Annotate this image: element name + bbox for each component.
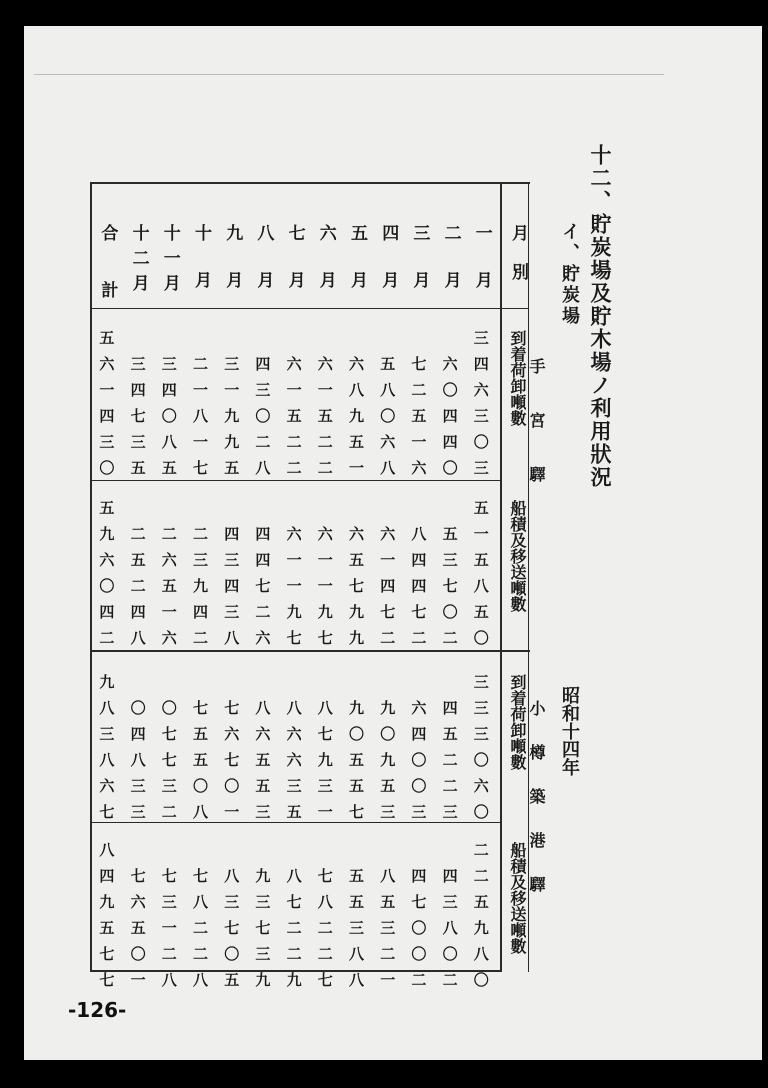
table-cell: 四三四三八	[222, 526, 241, 656]
table-cell: 八六五五三	[253, 700, 272, 830]
col-header-arrival-1: 到着荷卸噸數	[508, 330, 527, 426]
table-cell: 三三三〇六〇	[471, 674, 490, 830]
table-cell: 二二五九八〇	[471, 842, 490, 998]
top-rule	[34, 74, 664, 75]
month-label: 八月	[253, 224, 274, 318]
table-cell: 九〇五五七	[347, 700, 365, 830]
month-label: 九月	[222, 224, 243, 318]
col-header-shipping-2: 船積及移送噸數	[508, 842, 527, 954]
table-cell: 四五二二三	[440, 700, 459, 830]
month-label: 十月	[191, 224, 211, 318]
table-cell: 八七九三一	[315, 700, 334, 830]
table-cell: 四三〇二八	[253, 356, 272, 486]
document-page	[24, 26, 762, 1060]
table-cell: 四三八〇二	[440, 868, 459, 998]
table-cell: 八六六三五	[284, 700, 303, 830]
table-cell: 五六一四三〇	[97, 330, 116, 486]
table-cell: 六一一九七	[315, 526, 334, 656]
year-label: 昭和十四年	[559, 686, 580, 776]
month-label: 五月	[347, 224, 367, 318]
table-cell: 八七二二九	[284, 868, 303, 998]
table-cell: 九〇九五三	[378, 700, 397, 830]
table-cell: 八四四七二	[409, 526, 428, 656]
table-cell: 六一四七二	[378, 526, 397, 656]
month-label: 合計	[97, 224, 118, 338]
table-cell: 二六五一六	[159, 526, 178, 656]
table-cell: 三四七三五	[128, 356, 147, 486]
section-title: 十二、貯炭場及貯木場ノ利用狀況	[588, 144, 613, 489]
table-cell: 六一五二二	[284, 356, 303, 486]
table-cell: 六〇四四〇	[440, 356, 459, 486]
month-header: 月別	[508, 224, 528, 302]
port-name-otaru-chikko: 小樽築港驛	[527, 700, 546, 920]
table-top-border	[90, 182, 530, 184]
table-cell: 五八〇六八	[378, 356, 397, 486]
table-cell: 〇四八三三	[128, 700, 147, 830]
table-cell: 五三七〇二	[440, 526, 459, 656]
table-cell: 九八三八六七	[97, 674, 116, 830]
table-cell: 八三七〇五	[222, 868, 241, 998]
month-column-divider	[500, 182, 502, 972]
band-rule-2	[90, 650, 530, 652]
table-cell: 七三一二八	[159, 868, 178, 998]
month-label: 十二月	[128, 224, 149, 299]
table-cell: 七六七〇一	[222, 700, 241, 830]
table-cell: 三四六三〇三	[471, 330, 490, 486]
table-cell: 二一八一七	[191, 356, 209, 486]
month-label: 七月	[284, 224, 305, 318]
table-cell: 二三九四二	[191, 526, 209, 656]
table-cell: 六五七九九	[347, 526, 365, 656]
table-cell: 七二五一六	[409, 356, 428, 486]
month-label: 二月	[440, 224, 461, 318]
table-cell: 五九六〇四二	[97, 500, 116, 656]
header-rule	[90, 308, 528, 309]
table-cell: 三四〇八五	[159, 356, 178, 486]
table-cell: 五一五八五〇	[471, 500, 490, 656]
table-cell: 三一九九五	[222, 356, 241, 486]
table-cell: 四七〇〇二	[409, 868, 428, 998]
table-cell: 六一一九七	[284, 526, 303, 656]
month-label: 一月	[471, 224, 492, 318]
table-cell: 二五二四八	[128, 526, 147, 656]
subsection-title: イ、貯炭場	[559, 222, 580, 327]
table-cell: 八五三二一	[378, 868, 397, 998]
table-cell: 八四九五七七	[97, 842, 116, 998]
col-header-arrival-2: 到着荷卸噸數	[508, 674, 527, 770]
table-cell: 七五五〇八	[191, 700, 209, 830]
month-label: 六月	[315, 224, 336, 318]
table-cell: 六一五二二	[315, 356, 334, 486]
col-header-shipping-1: 船積及移送噸數	[508, 500, 527, 612]
table-cell: 七八二二七	[315, 868, 334, 998]
table-cell: 七六五〇一	[128, 868, 147, 998]
table-cell: 〇七七三二	[159, 700, 178, 830]
table-cell: 六八九五一	[347, 356, 365, 486]
statistics-table	[90, 182, 546, 998]
table-cell: 四四七二六	[253, 526, 272, 656]
table-left-border	[90, 182, 92, 972]
table-cell: 七八二二八	[191, 868, 209, 998]
page-number: -126-	[68, 998, 127, 1022]
month-label: 十一月	[159, 224, 180, 299]
month-label: 四月	[378, 224, 399, 318]
table-cell: 九三七三九	[253, 868, 272, 998]
month-label: 三月	[409, 224, 430, 318]
table-cell: 五五三八八	[347, 868, 365, 998]
port-name-temiya: 手宮驛	[527, 358, 546, 520]
table-cell: 六四〇〇三	[409, 700, 428, 830]
